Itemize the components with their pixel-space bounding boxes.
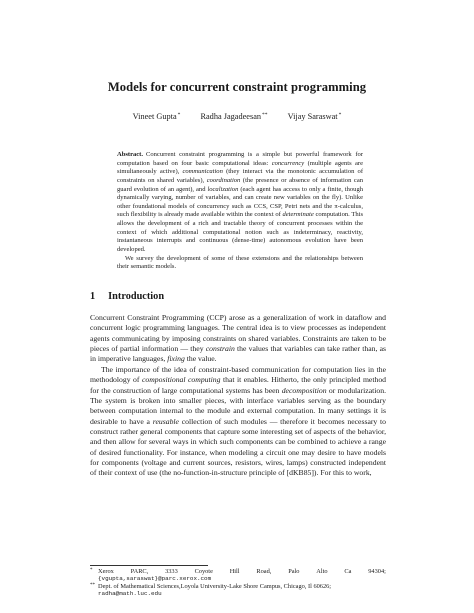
abstract-paragraph-1 — [117, 151, 363, 255]
intro-emphasis: constrain — [205, 344, 235, 354]
paper-title: Models for concurrent constraint programming — [107, 80, 367, 94]
intro-text: The importance of the idea of constraint-based communication for computation lies in the methodology of — [90, 364, 386, 385]
introduction-body — [90, 313, 386, 479]
footnote-word: PARC, — [130, 568, 149, 575]
author-name: Vineet Gupta — [132, 112, 177, 121]
footnote-word: Road, — [256, 568, 272, 575]
affiliation-mark: * — [338, 112, 342, 118]
intro-text: or modularization. The system is broken into smaller pieces, with interface variables serving as the boundary between computation internal to the module and external computation. In many settings it is desirable to have a — [90, 385, 386, 426]
footnote-word: Palo — [288, 568, 300, 575]
footnote-word: Hill — [229, 568, 240, 575]
abstract-text: Concurrent constraint programming is a simple but powerful framework for computation based on four basic computational ideas: — [117, 151, 363, 167]
abstract — [117, 151, 363, 272]
author-name: Vijay Saraswat — [287, 112, 338, 121]
abstract-paragraph-2: We survey the development of some of these extensions and the relationships between their semantic models. — [117, 254, 363, 271]
footnotes — [90, 568, 386, 597]
intro-emphasis: fixing — [167, 354, 185, 364]
footnote-word: Coyote — [194, 568, 213, 575]
section-heading — [90, 291, 164, 302]
abstract-emphasis: determinate — [282, 211, 314, 219]
abstract-text: (each agent has access to only a finite, though dynamically varying, number of variables, and can create new variables on the fly). Unlike other foundational models of concurrency such as CCS, CSP, Petri nets and the π-calculus, such flexibility is already made available within the context of — [117, 185, 363, 219]
author-1 — [133, 112, 181, 121]
section-title: Introduction — [108, 291, 165, 302]
intro-paragraph-1 — [90, 313, 386, 365]
author-3 — [288, 112, 342, 121]
footnote-affiliation — [98, 568, 386, 575]
author-name: Radha Jagadeesan — [200, 112, 262, 121]
footnote-word: Xerox — [98, 568, 114, 575]
intro-text: Concurrent Constraint Programming (CCP) arose as a generalization of work in dataflow and concurrent logic programming languages. The central idea is to view processes as independent agents communicating by imposing constraints on shared variables. Constraints are taken to be pieces of partial information — they — [90, 313, 386, 354]
intro-text: collection of such modules — therefore it becomes necessary to construct rather general components that capture some interesting set of aspects of the behavior, and then allow for several ways in which such components can be combined to achieve a range of desired functionality. For instance, when modeling a circuit one may desire to have models for components (voltage and current sources, resistors, wires, lamps) constructed independent of their context of use (the no-function-in-structure principle of [dKB85]). For this to work, — [90, 416, 387, 478]
section-number: 1 — [90, 291, 96, 302]
affiliation-mark: ** — [262, 112, 268, 118]
abstract-text: (multiple agents are simultaneously active), — [117, 159, 363, 176]
abstract-emphasis: concurrency — [271, 159, 305, 167]
abstract-text: computation. This allows the development of a rich and tractable theory of concurrent processes within the context of which additional computational notion such as indeterminacy, reactivity, instantaneous interrupts and continuous (dense-time) autonomous evolution have been developed. — [117, 211, 363, 253]
abstract-emphasis: localization — [207, 185, 239, 193]
abstract-emphasis: communication — [182, 168, 223, 176]
affiliation-mark: * — [177, 112, 181, 118]
intro-paragraph-2 — [90, 365, 386, 479]
intro-emphasis: decomposition — [281, 385, 327, 395]
intro-emphasis: compositional computing — [141, 375, 221, 385]
author-list — [0, 112, 474, 121]
footnote-email: radha@math.luc.edu — [98, 589, 162, 597]
footnote-2 — [90, 583, 386, 598]
footnote-word: Ca — [344, 568, 352, 575]
footnote-divider — [90, 565, 208, 566]
footnote-word: 94304; — [368, 568, 386, 575]
footnote-1 — [90, 568, 386, 583]
footnote-affiliation: Dept. of Mathematical Sciences,Loyola University-Lake Shore Campus, Chicago, Il 60626; — [98, 582, 332, 590]
intro-text: the values that variables can take rather than, as in imperative languages, — [90, 344, 387, 364]
footnote-email: {vgupta,saraswat}@parc.xerox.com — [98, 575, 212, 583]
intro-text: that it enables. Hitherto, the only principled method for the construction of large computational systems has been — [90, 375, 387, 395]
footnote-mark: * — [90, 568, 93, 573]
abstract-emphasis: coordination — [206, 176, 241, 184]
intro-emphasis: reusable — [152, 416, 179, 426]
abstract-label: Abstract. — [117, 151, 143, 158]
intro-text: the value. — [186, 354, 217, 364]
abstract-text: (they interact via the monotonic accumulation of constraints on shared variables), — [117, 168, 364, 184]
footnote-word: Alto — [316, 568, 328, 575]
abstract-text: (the presence or absence of information can guard evolution of an agent), and — [117, 176, 364, 193]
footnote-mark: ** — [90, 582, 95, 588]
footnote-word: 3333 — [165, 568, 178, 575]
author-2 — [200, 112, 267, 121]
